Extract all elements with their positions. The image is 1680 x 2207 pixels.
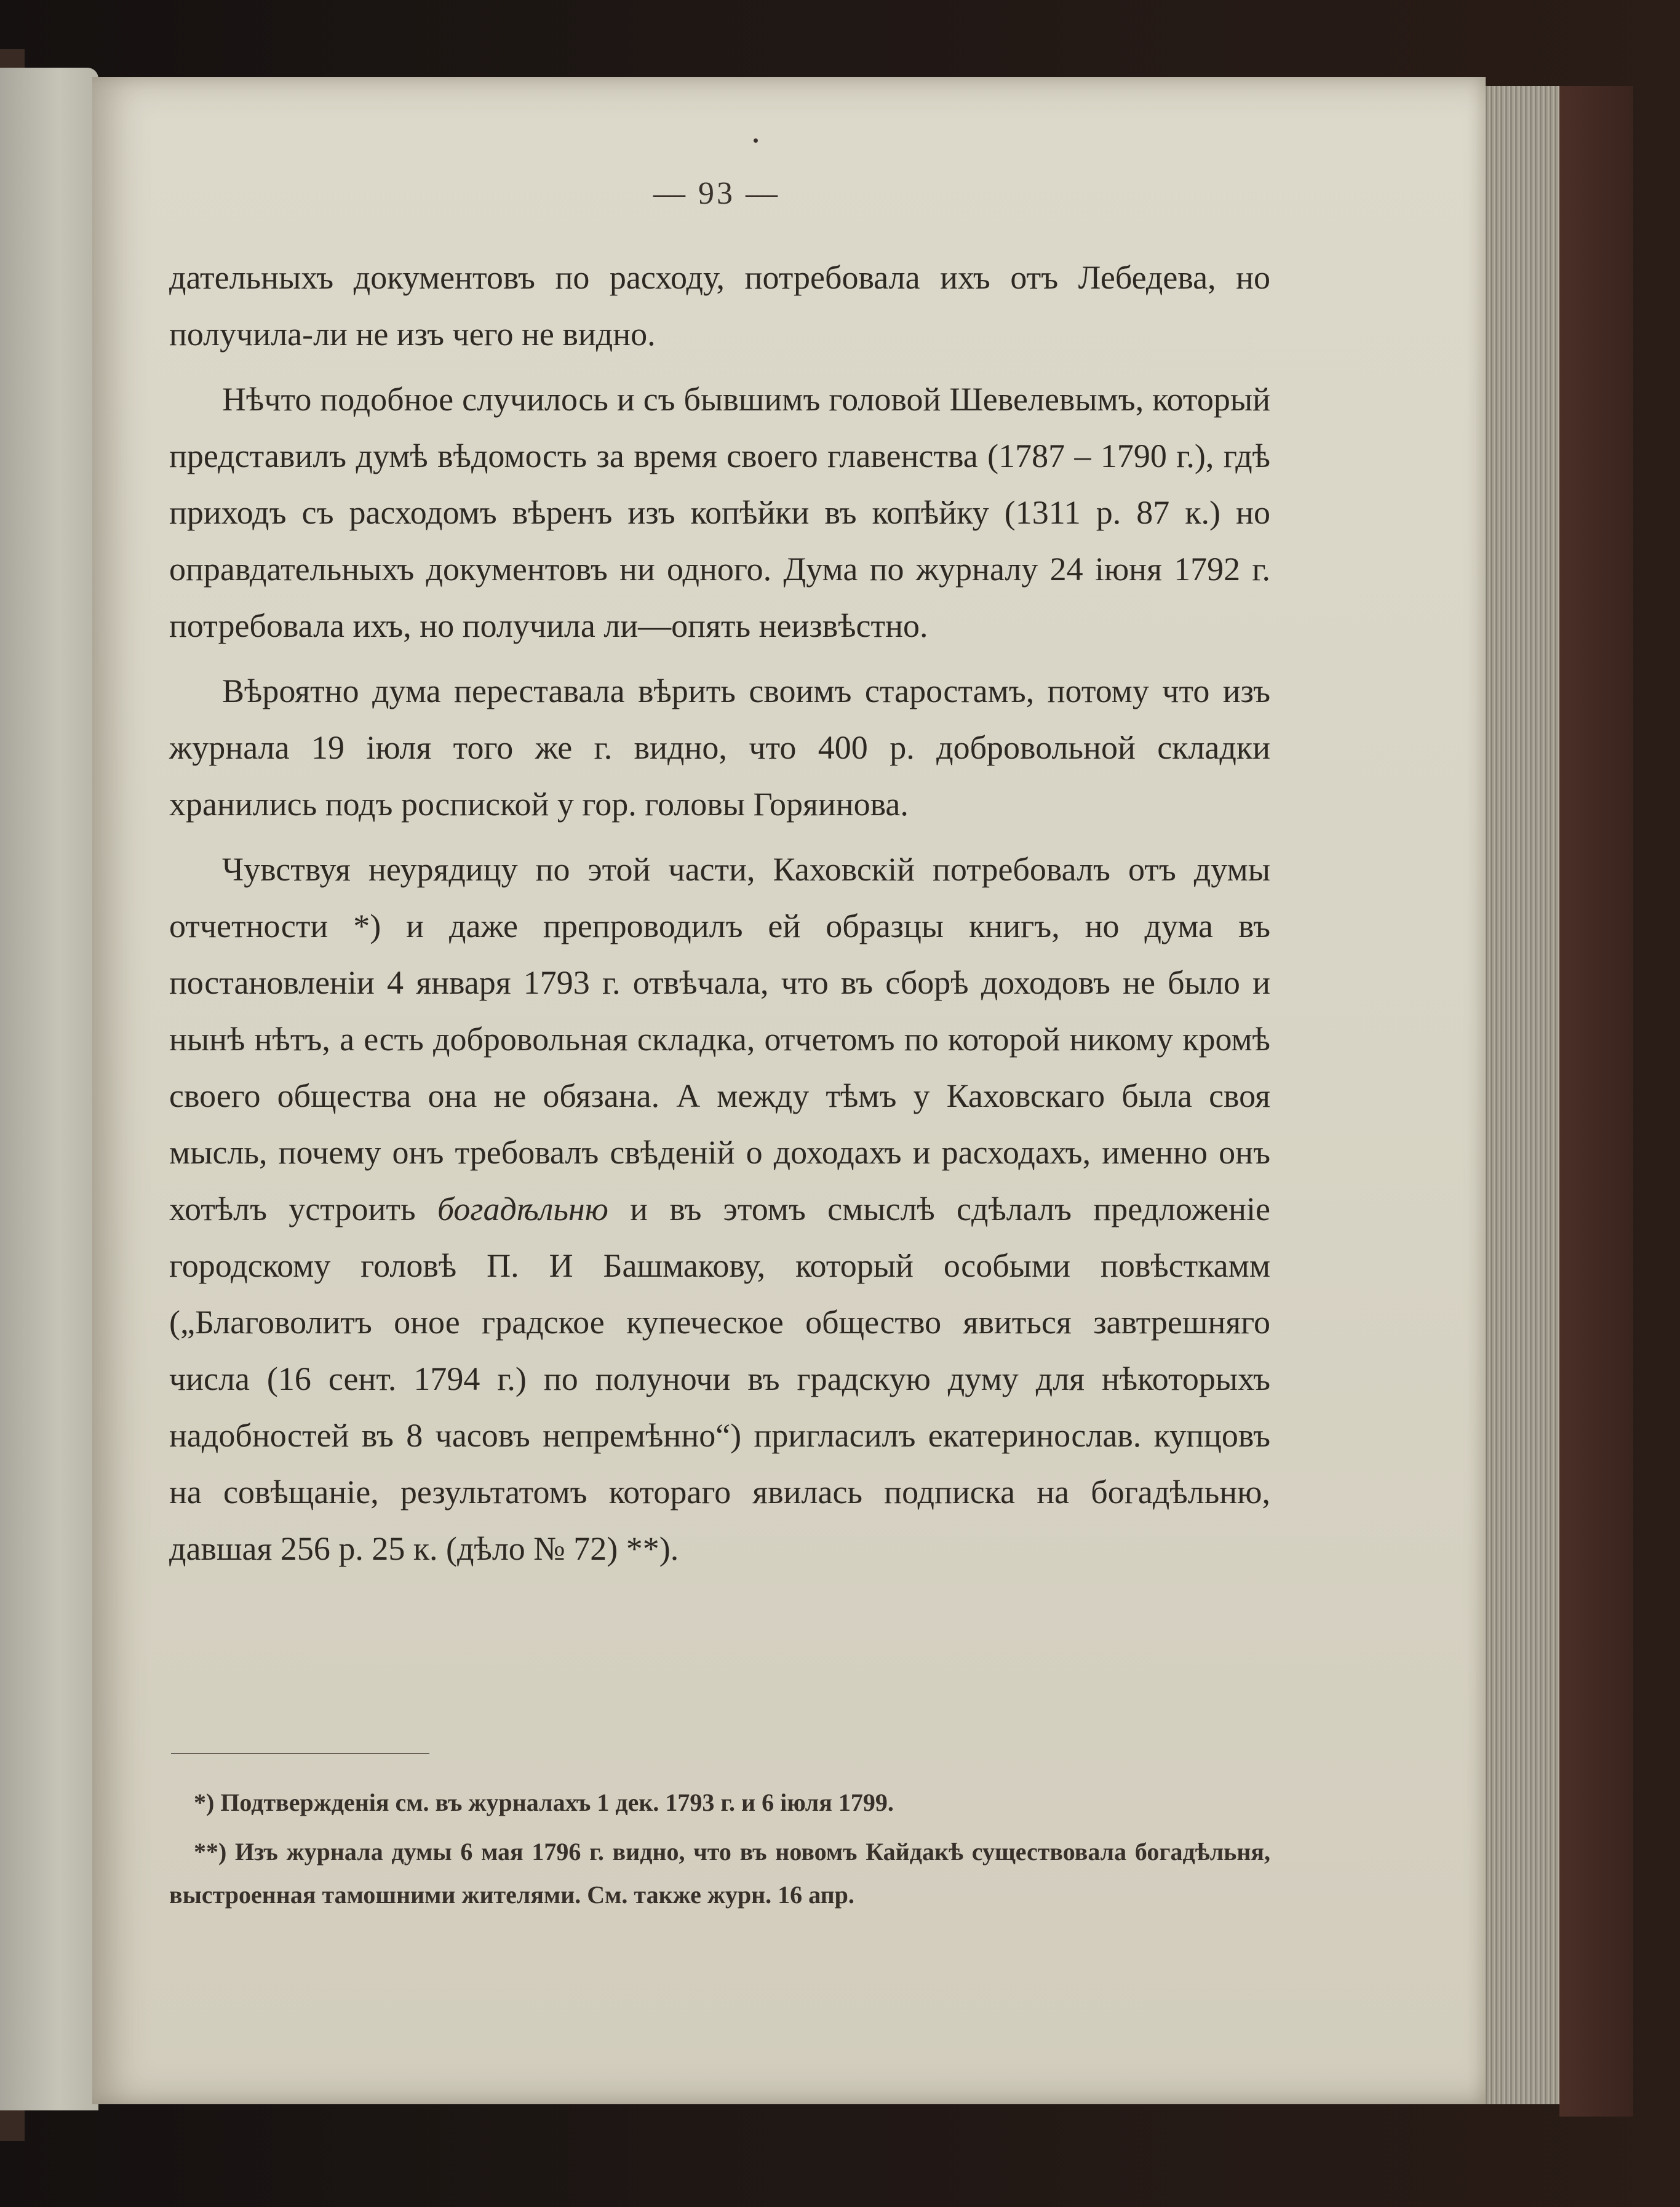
right-book-cover xyxy=(1559,86,1633,2117)
book-page xyxy=(92,77,1486,2104)
paragraph-1: дательныхъ документовъ по расходу, потребовала ихъ отъ Лебедева, но получила-ли не изъ чего не видно. xyxy=(169,259,1270,353)
page-number: — 93 — xyxy=(653,176,780,211)
page-stack-edge xyxy=(1473,86,1559,2104)
footnotes xyxy=(169,1781,1270,1923)
paragraph-4 xyxy=(169,841,1270,1577)
ink-speck xyxy=(754,138,758,143)
paragraph-3: Вѣроятно дума переставала вѣрить своимъ старостамъ, потому что изъ журнала 19 іюля того же г. видно, что 400 р. добровольной складки хранились подъ роспиской у гор. головы Горяинова. xyxy=(169,672,1270,823)
paragraph-2: Нѣчто подобное случилось и съ бывшимъ головой Шевелевымъ, который представилъ думѣ вѣдомость за время своего главенства (1787 – 1790 г.), гдѣ приходъ съ расходомъ вѣренъ изъ копѣйки въ копѣйку (1311 р. 87 к.) но оправдательныхъ документовъ ни одного. Дума по журналу 24 іюня 1792 г. потребовала ихъ, но получила ли—опять неизвѣстно. xyxy=(169,381,1270,644)
paragraph-4-part-1: Чувствуя неурядицу по этой части, Каховскій потребовалъ отъ думы отчетности *) и даже препроводилъ ей образцы книгъ, но дума въ постановленіи 4 января 1793 г. отвѣчала, что въ сборѣ доходовъ не было и нынѣ нѣтъ, а есть добровольная складка, отчетомъ по которой никому кромѣ своего общества она не обязана. А между тѣмъ у Каховскаго была своя мысль, почему онъ требовалъ свѣденій о доходахъ и расходахъ, именно онъ хотѣлъ устроить xyxy=(169,851,1270,1227)
body-text xyxy=(169,249,1270,1586)
footnote-divider xyxy=(171,1753,429,1754)
paragraph-4-part-2: и въ этомъ смыслѣ сдѣлалъ предложеніе городскому головѣ П. И Башмакову, который особыми повѣсткамм („Благоволитъ оное градское купеческое общество явиться завтрешняго числа (16 сент. 1794 г.) по полуночи въ градскую думу для нѣкоторыхъ надобностей въ 8 часовъ непремѣнно“) пригласилъ екатеринослав. купцовъ на совѣщаніе, результатомъ котораго явилась подписка на богадѣльню, давшая 256 р. 25 к. (дѣло № 72) **). xyxy=(169,1191,1271,1567)
footnote-2: **) Изъ журнала думы 6 мая 1796 г. видно, что въ новомъ Кайдакѣ существовала богадѣльня, выстроенная тамошними жителями. См. также журн. 16 апр. xyxy=(169,1838,1270,1909)
previous-page-edge xyxy=(0,68,98,2110)
italic-term-bogadelnya: богадѣльню xyxy=(437,1191,608,1227)
footnote-1: *) Подтвержденія см. въ журналахъ 1 дек. 1793 г. и 6 іюля 1799. xyxy=(194,1789,894,1816)
